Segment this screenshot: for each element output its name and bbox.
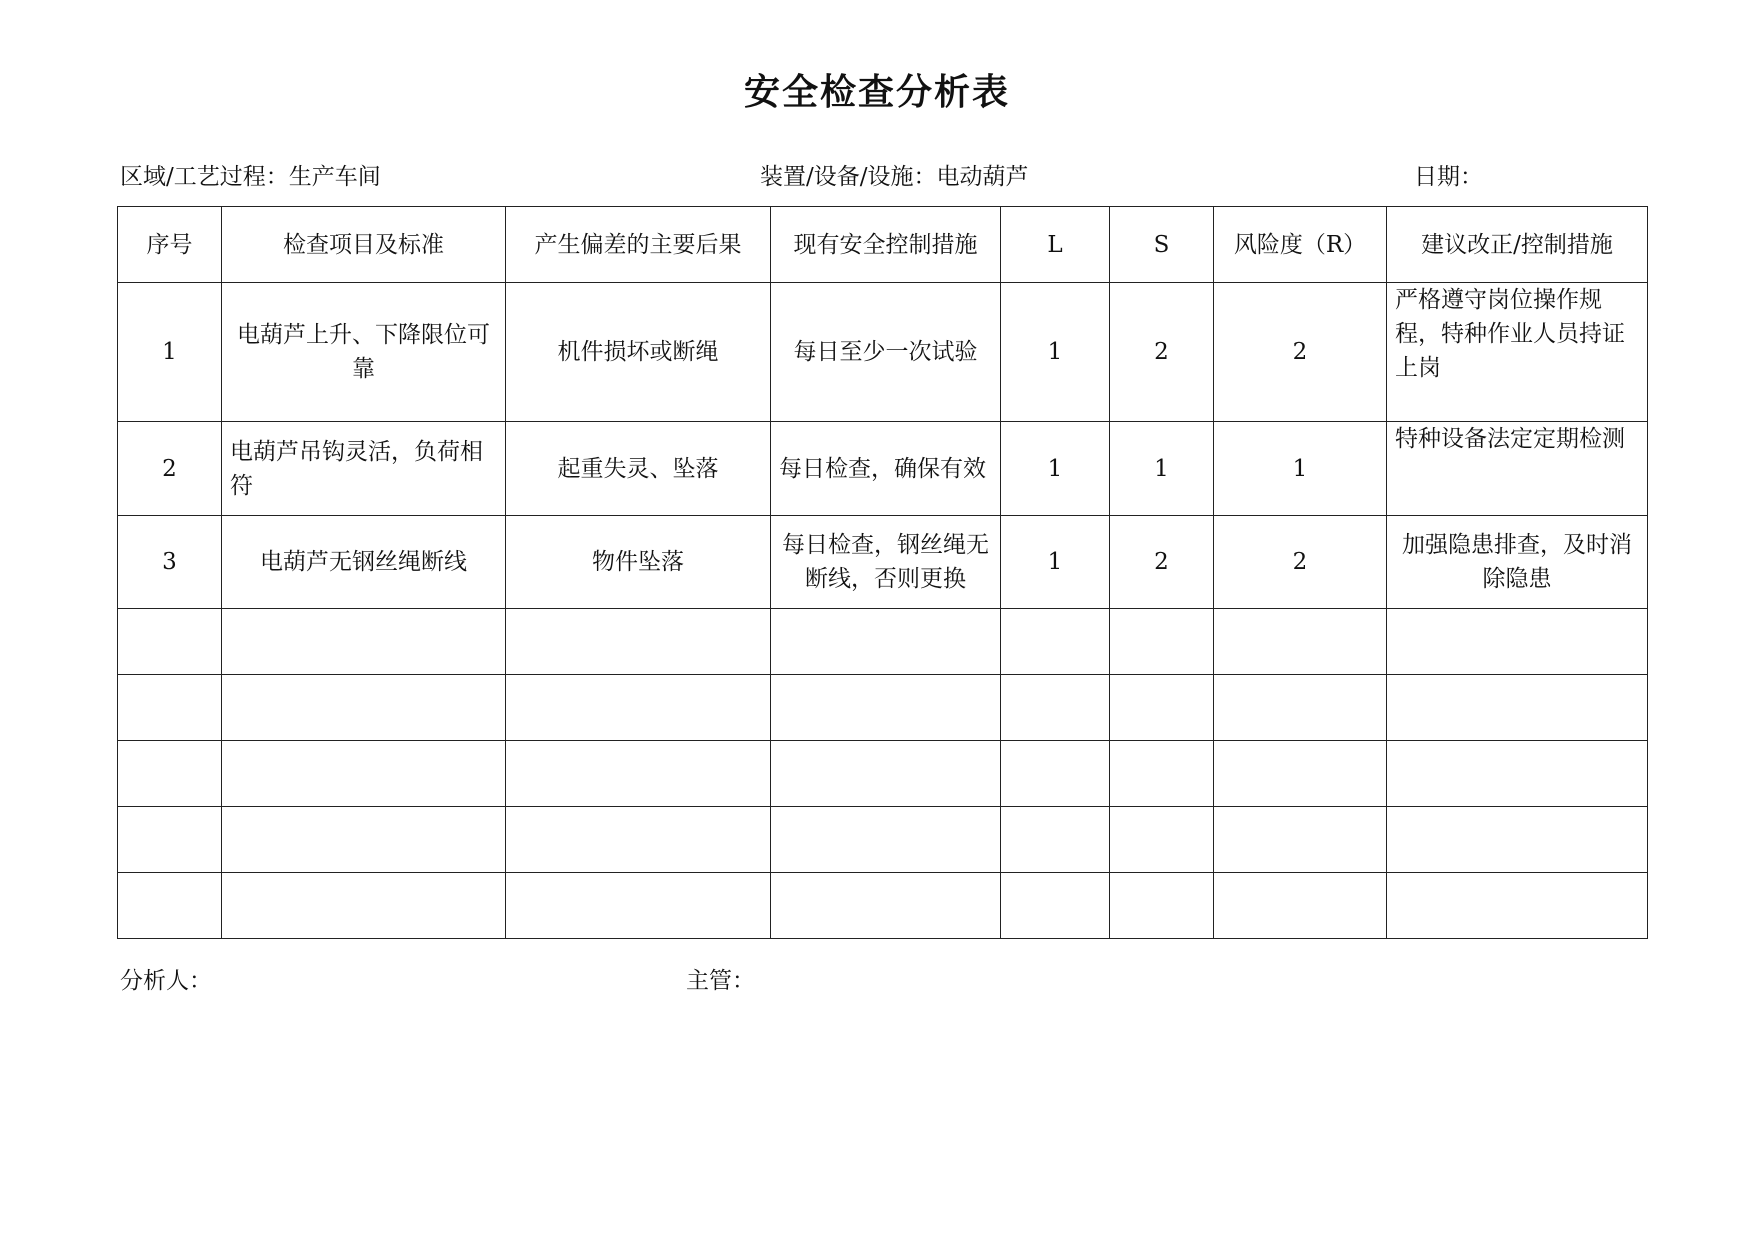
- cell-no: 3: [118, 516, 222, 609]
- cell-l: 1: [1001, 516, 1110, 609]
- empty-table-row: [118, 609, 1648, 675]
- header-s: S: [1110, 207, 1214, 283]
- cell-risk: 2: [1214, 516, 1387, 609]
- header-item: 检查项目及标准: [222, 207, 506, 283]
- empty-table-row: [118, 675, 1648, 741]
- empty-cell: [118, 609, 222, 675]
- empty-cell: [1110, 609, 1214, 675]
- empty-cell: [771, 675, 1001, 741]
- empty-table-row: [118, 741, 1648, 807]
- empty-cell: [1001, 675, 1110, 741]
- header-l: L: [1001, 207, 1110, 283]
- cell-consequence: 起重失灵、坠落: [506, 422, 771, 516]
- device-field: 装置/设备/设施：电动葫芦: [760, 164, 1029, 190]
- empty-cell: [222, 675, 506, 741]
- empty-table-row: [118, 807, 1648, 873]
- header-no: 序号: [118, 207, 222, 283]
- empty-cell: [1110, 807, 1214, 873]
- empty-cell: [771, 741, 1001, 807]
- empty-cell: [222, 741, 506, 807]
- cell-l: 1: [1001, 283, 1110, 422]
- empty-cell: [1214, 807, 1387, 873]
- empty-cell: [1110, 741, 1214, 807]
- cell-risk: 1: [1214, 422, 1387, 516]
- empty-cell: [118, 741, 222, 807]
- cell-suggestion: 加强隐患排查，及时消除隐患: [1387, 516, 1648, 609]
- empty-cell: [1214, 675, 1387, 741]
- empty-table-row: [118, 873, 1648, 939]
- empty-cell: [118, 807, 222, 873]
- cell-s: 2: [1110, 283, 1214, 422]
- cell-control: 每日检查，钢丝绳无断线，否则更换: [771, 516, 1001, 609]
- empty-cell: [506, 873, 771, 939]
- cell-item: 电葫芦无钢丝绳断线: [222, 516, 506, 609]
- table-row: [118, 516, 1648, 609]
- empty-cell: [1110, 675, 1214, 741]
- table-row: [118, 283, 1648, 422]
- cell-consequence: 机件损坏或断绳: [506, 283, 771, 422]
- empty-cell: [1110, 873, 1214, 939]
- empty-cell: [1001, 807, 1110, 873]
- empty-cell: [118, 675, 222, 741]
- header-control: 现有安全控制措施: [771, 207, 1001, 283]
- empty-cell: [506, 609, 771, 675]
- header-risk: 风险度（R）: [1214, 207, 1387, 283]
- empty-cell: [1387, 675, 1648, 741]
- empty-cell: [1387, 873, 1648, 939]
- header-consequence: 产生偏差的主要后果: [506, 207, 771, 283]
- empty-cell: [1001, 741, 1110, 807]
- empty-cell: [1387, 741, 1648, 807]
- analyst-field: 分析人：: [120, 968, 212, 994]
- empty-cell: [771, 609, 1001, 675]
- cell-l: 1: [1001, 422, 1110, 516]
- empty-cell: [506, 675, 771, 741]
- date-field: 日期：: [1414, 164, 1483, 190]
- empty-cell: [1387, 807, 1648, 873]
- page-title: 安全检查分析表: [743, 72, 1010, 113]
- cell-no: 1: [118, 283, 222, 422]
- empty-cell: [771, 807, 1001, 873]
- empty-cell: [1214, 873, 1387, 939]
- empty-cell: [506, 741, 771, 807]
- cell-s: 1: [1110, 422, 1214, 516]
- empty-cell: [222, 807, 506, 873]
- empty-cell: [506, 807, 771, 873]
- empty-cell: [222, 609, 506, 675]
- cell-consequence: 物件坠落: [506, 516, 771, 609]
- empty-cell: [222, 873, 506, 939]
- empty-cell: [118, 873, 222, 939]
- table-row: [118, 422, 1648, 516]
- supervisor-field: 主管：: [686, 968, 755, 994]
- safety-check-table: [117, 206, 1648, 939]
- area-field: 区域/工艺过程：生产车间: [120, 164, 381, 190]
- cell-suggestion: 特种设备法定定期检测: [1387, 422, 1648, 516]
- cell-risk: 2: [1214, 283, 1387, 422]
- empty-cell: [1387, 609, 1648, 675]
- cell-item: 电葫芦吊钩灵活，负荷相符: [222, 422, 506, 516]
- cell-item: 电葫芦上升、下降限位可靠: [222, 283, 506, 422]
- table-header-row: [118, 207, 1648, 283]
- cell-control: 每日检查，确保有效: [771, 422, 1001, 516]
- cell-no: 2: [118, 422, 222, 516]
- empty-cell: [771, 873, 1001, 939]
- header-suggestion: 建议改正/控制措施: [1387, 207, 1648, 283]
- empty-cell: [1214, 741, 1387, 807]
- empty-cell: [1001, 609, 1110, 675]
- cell-s: 2: [1110, 516, 1214, 609]
- empty-cell: [1001, 873, 1110, 939]
- cell-suggestion: 严格遵守岗位操作规程，特种作业人员持证上岗: [1387, 283, 1648, 422]
- empty-cell: [1214, 609, 1387, 675]
- cell-control: 每日至少一次试验: [771, 283, 1001, 422]
